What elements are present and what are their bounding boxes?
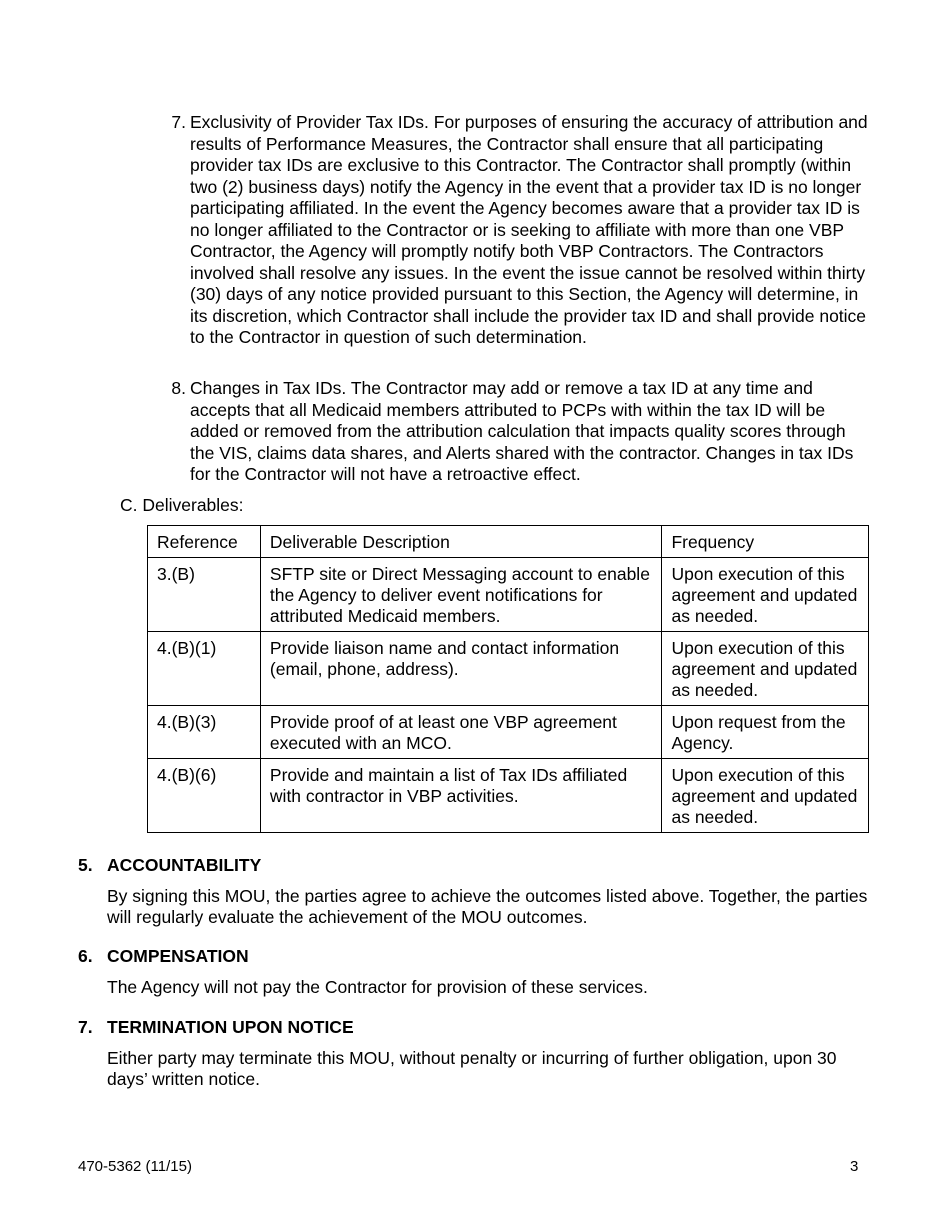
section-heading <box>78 946 868 968</box>
list-item-text: Changes in Tax IDs. The Contractor may add or remove a tax ID at any time and accepts that all Medicaid members attributed to PCPs with within the tax ID will be added or removed from the attribution calculation that impacts quality scores through the VIS, claims data shares, and Alerts shared with the contractor. Changes in tax IDs for the Contractor will not have a retroactive effect. <box>190 378 854 484</box>
cell-frequency: Upon request from the Agency. <box>662 706 869 759</box>
section-termination <box>78 1017 868 1091</box>
header-frequency: Frequency <box>662 526 869 558</box>
cell-description: SFTP site or Direct Messaging account to enable the Agency to deliver event notifications for attributed Medicaid members. <box>260 558 662 632</box>
list-item-exclusivity <box>160 112 870 349</box>
deliverables-label: C. Deliverables: <box>120 495 244 515</box>
cell-reference: 3.(B) <box>148 558 261 632</box>
section-title: TERMINATION UPON NOTICE <box>107 1017 354 1037</box>
list-item-changes-tax-ids <box>160 378 870 486</box>
table-header-row <box>148 526 869 558</box>
cell-reference: 4.(B)(3) <box>148 706 261 759</box>
cell-frequency: Upon execution of this agreement and updated as needed. <box>662 759 869 833</box>
cell-frequency: Upon execution of this agreement and updated as needed. <box>662 632 869 706</box>
cell-frequency: Upon execution of this agreement and updated as needed. <box>662 558 869 632</box>
section-body: The Agency will not pay the Contractor for provision of these services. <box>107 976 648 997</box>
section-body: Either party may terminate this MOU, without penalty or incurring of further obligation, upon 30 days’ written notice. <box>107 1047 837 1089</box>
table-row <box>148 759 869 833</box>
deliverables-table <box>147 525 869 833</box>
cell-description: Provide proof of at least one VBP agreement executed with an MCO. <box>260 706 662 759</box>
cell-description: Provide liaison name and contact information (email, phone, address). <box>260 632 662 706</box>
cell-reference: 4.(B)(6) <box>148 759 261 833</box>
section-heading <box>78 855 868 877</box>
cell-reference: 4.(B)(1) <box>148 632 261 706</box>
table-row <box>148 558 869 632</box>
list-item-number: 8. <box>171 378 186 398</box>
page-number: 3 <box>850 1158 859 1175</box>
section-title: COMPENSATION <box>107 946 249 966</box>
list-item-text: Exclusivity of Provider Tax IDs. For purposes of ensuring the accuracy of attribution and results of Performance Measures, the Contractor shall ensure that all participating provider tax IDs are exclusive to this Contractor. The Contractor shall promptly (within two (2) business days) notify the Agency in the event that a provider tax ID is no longer participating affiliated. In the event the Agency becomes aware that a provider tax ID is no longer affiliated to the Contractor or is seeking to affiliate with more than one VBP Contractor, the Agency will promptly notify both VBP Contractors. The Contractors involved shall resolve any issues. In the event the issue cannot be resolved within thirty (30) days of any notice provided pursuant to this Section, the Agency will determine, in its discretion, which Contractor shall include the provider tax ID and shall provide notice to the Contractor in question of such determination. <box>190 112 868 347</box>
section-number: 6. <box>78 946 93 966</box>
header-description: Deliverable Description <box>260 526 662 558</box>
section-title: ACCOUNTABILITY <box>107 855 262 875</box>
section-body: By signing this MOU, the parties agree to achieve the outcomes listed above. Together, the parties will regularly evaluate the achievement of the MOU outcomes. <box>107 885 868 927</box>
table-row <box>148 706 869 759</box>
header-reference: Reference <box>148 526 261 558</box>
form-number: 470-5362 (11/15) <box>78 1158 192 1175</box>
section-number: 5. <box>78 855 93 875</box>
section-number: 7. <box>78 1017 93 1037</box>
section-heading <box>78 1017 868 1039</box>
section-compensation <box>78 946 868 998</box>
table-row <box>148 632 869 706</box>
section-accountability <box>78 855 868 929</box>
cell-description: Provide and maintain a list of Tax IDs affiliated with contractor in VBP activities. <box>260 759 662 833</box>
list-item-number: 7. <box>171 112 186 132</box>
